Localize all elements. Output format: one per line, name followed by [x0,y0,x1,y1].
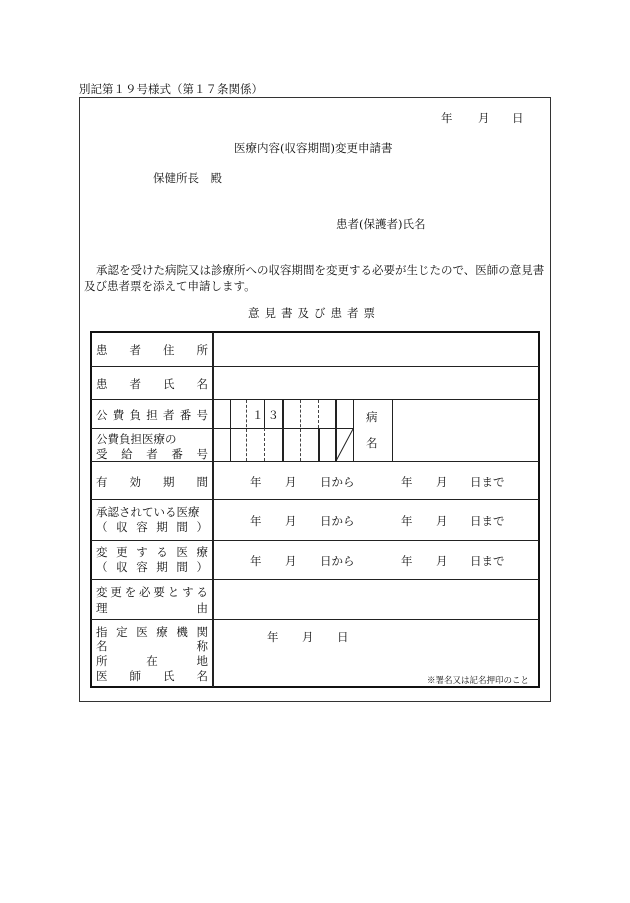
label-approved-2: （ 収 容 期 間 ） [96,520,208,534]
payer-prefix: １３ [252,408,283,422]
form-number-label: 別記第１９号様式（第１７条関係） [79,82,263,96]
addressee: 保健所長 殿 [153,171,222,185]
check-digit-slash [335,428,354,462]
label-patient-address: 患 者 住 所 [96,343,208,357]
label-inst-1: 指 定 医 療 機 関 [96,625,208,639]
label-reason-2: 理 由 [96,601,208,615]
label-validity: 有 効 期 間 [96,475,208,489]
signature-note: ※署名又は記名押印のこと [427,676,530,686]
label-reason-1: 変 更 を 必 要 と す る [96,585,208,599]
label-recipient-1: 公費負担医療の [96,432,177,446]
applicant-name-label: 患者(保護者)氏名 [336,217,426,231]
body-text-line-1: 承認を受けた病院又は診療所への収容期間を変更する必要が生じたので、医師の意見書 [96,263,545,277]
label-inst-4: 医 師 氏 名 [96,669,208,683]
label-patient-name: 患 者 氏 名 [96,377,208,391]
body-text-line-2: 及び患者票を添えて申請します。 [84,279,256,293]
date-month: 月 [478,111,490,125]
table-title: 意見書及び患者票 [248,306,380,320]
disease-label-1: 病 [366,410,378,424]
date-year: 年 [441,111,453,125]
inst-date-month: 月 [302,630,314,644]
label-inst-3: 所 在 地 [96,654,208,668]
label-change-1: 変 更 す る 医 療 [96,545,208,559]
label-recipient-2: 受 給 者 番 号 [96,447,208,461]
label-approved-1: 承認されている医療 [96,505,200,519]
inst-date-year: 年 [267,630,279,644]
label-inst-2: 名 称 [96,639,208,653]
inst-date-day: 日 [337,630,349,644]
label-payer-number: 公 費 負 担 者 番 号 [96,408,208,422]
date-day: 日 [512,111,524,125]
label-change-2: （ 収 容 期 間 ） [96,560,208,574]
document-title: 医療内容(収容期間)変更申請書 [234,141,393,155]
disease-label-2: 名 [366,436,378,450]
